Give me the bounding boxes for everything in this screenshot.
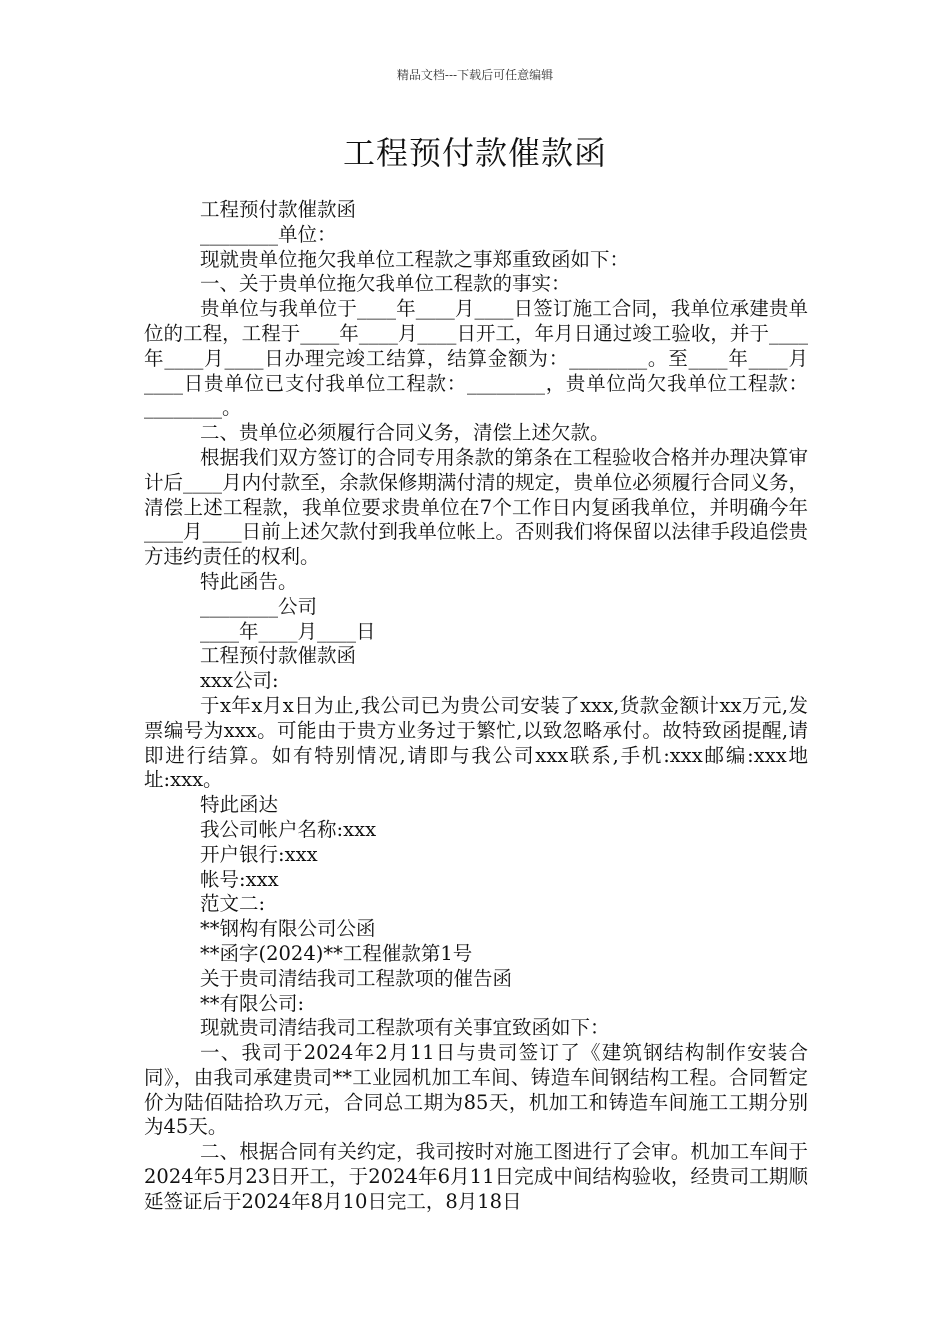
page-header-note: 精品文档---下载后可任意编辑 (396, 68, 554, 82)
bank-line: 开户银行:xxx (200, 842, 318, 866)
paragraph: 一、我司于2024年2月11日与贵司签订了《建筑钢结构制作安装合同》，由我司承建贵司**工业园机加工车间、铸造车间钢结构工程。合同暂定价为陆佰陆拾玖万元，合同总工期为85天，机加工和铸造车间施工工期分别为45天。 (144, 1041, 808, 1139)
account-number-line: 帐号:xxx (200, 867, 279, 891)
document-body (144, 198, 808, 1215)
sample-heading: 范文二: (200, 892, 266, 916)
account-name-line: 我公司帐户名称:xxx (200, 817, 377, 841)
section-heading: 二、贵单位必须履行合同义务，清偿上述欠款。 (200, 421, 610, 445)
closing-line: 特此函告。 (200, 569, 298, 593)
signature-company: ________公司 (200, 594, 318, 618)
paragraph: 二、根据合同有关约定，我司按时对施工图进行了会审。机加工车间于2024年5月23日开工，于2024年6月11日完成中间结构验收，经贵司工期顺延签证后于2024年8月10日完工，8月18日 (144, 1140, 808, 1213)
paragraph: 于x年x月x日为止,我公司已为贵公司安装了xxx,货款金额计xx万元,发票编号为xxx。可能由于贵方业务过于繁忙,以致忽略承付。故特致函提醒,请即进行结算。如有特别情况,请即与我公司xxx联系,手机:xxx邮编:xxx地址:xxx。 (144, 693, 808, 792)
signature-date: ____年____月____日 (200, 619, 376, 643)
paragraph: 贵单位与我单位于____年____月____日签订施工合同，我单位承建贵单位的工程，工程于____年____月____日开工，年月日通过竣工验收，并于____年____月____日办理完竣工结算，结算金额为：________。至____年____月____日贵单位已支付我单位工程款：________，贵单位尚欠我单位工程款：________。 (144, 297, 808, 420)
recipient-line: xxx公司: (200, 669, 279, 693)
letter-title: 工程预付款催款函 (200, 198, 357, 221)
intro-line: 现就贵单位拖欠我单位工程款之事郑重致函如下： (200, 247, 630, 271)
letter-title: 工程预付款催款函 (200, 644, 357, 668)
recipient-line: ________单位： (200, 222, 337, 246)
paragraph: 根据我们双方签订的合同专用条款的第条在工程验收合格并办理决算审计后____月内付款至，余款保修期满付清的规定，贵单位必须履行合同义务，清偿上述工程款，我单位要求贵单位在7个工作日内复函我单位，并明确今年____月____日前上述欠款付到我单位帐上。否则我们将保留以法律手段追偿贵方违约责任的权利。 (144, 445, 808, 569)
subject-line: 关于贵司清结我司工程款项的催告函 (200, 966, 513, 990)
closing-line: 特此函达 (200, 793, 279, 817)
intro-line: 现就贵司清结我司工程款项有关事宜致函如下： (200, 1016, 610, 1040)
document-title: 工程预付款催款函 (342, 134, 607, 172)
recipient-line: **有限公司: (200, 991, 305, 1015)
letterhead-line: **钢构有限公司公函 (200, 917, 376, 941)
section-heading: 一、关于贵单位拖欠我单位工程款的事实： (200, 272, 571, 296)
reference-number-line: **函字(2024)**工程催款第1号 (200, 941, 473, 965)
